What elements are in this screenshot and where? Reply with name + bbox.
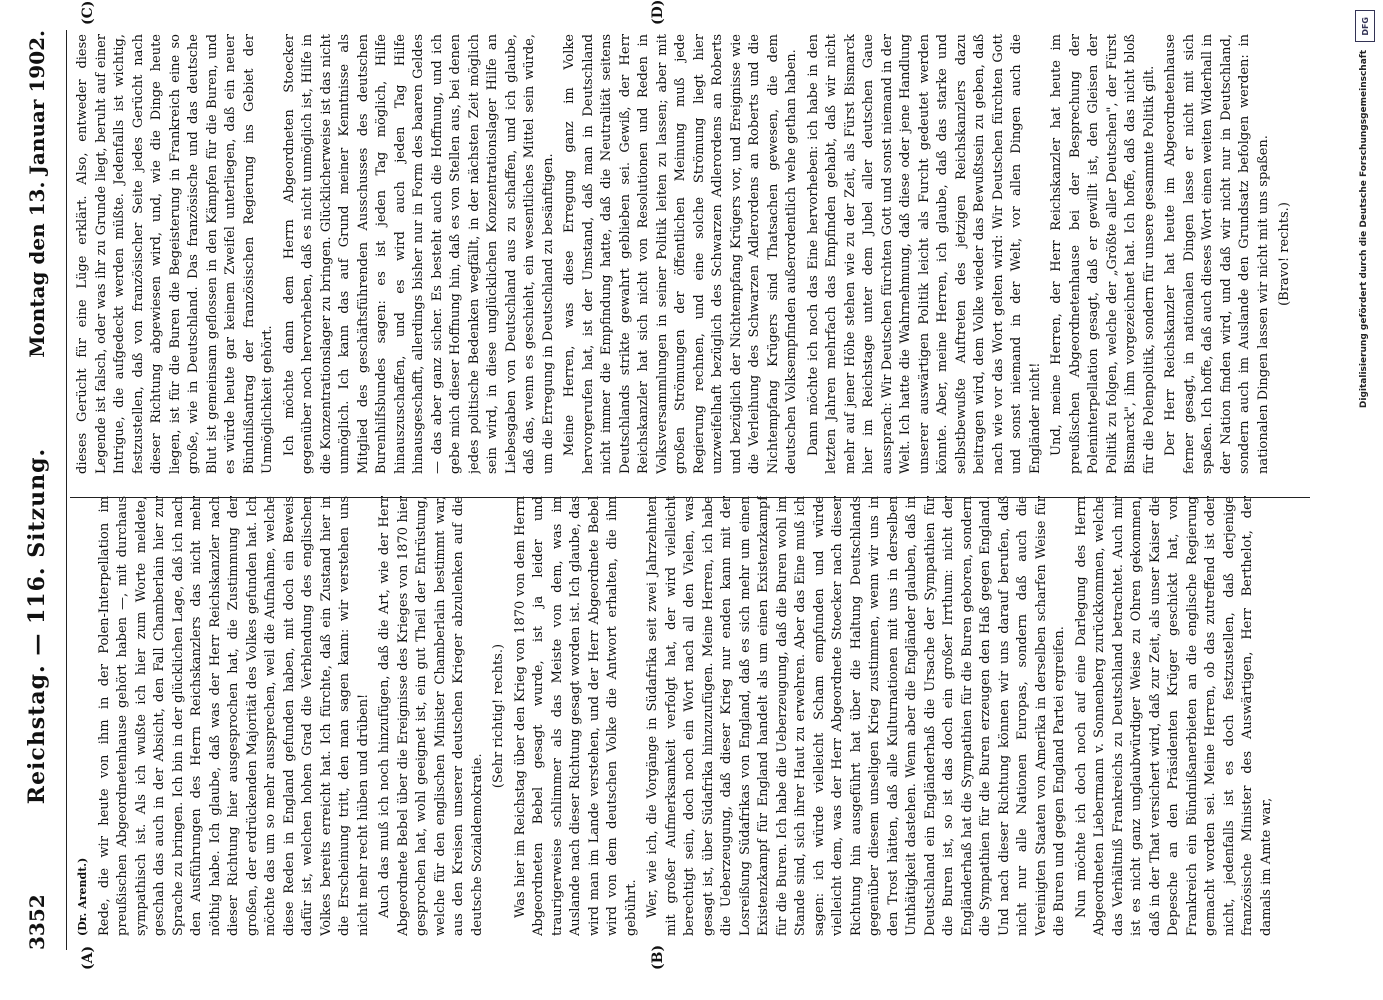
left-column [74, 496, 1304, 936]
running-title: Reichstag. — 116. Sitzung. [24, 447, 50, 805]
paragraph: Dann möchte ich noch das Eine hervorheben: ich habe in den letzten Jahren mehrfach das Empfinden gehabt, daß wir nicht mehr auf jener Höhe stehen wie zu der Zeit, als Fürst Bismarck hier im Reichstage unter dem Jubel aller deutschen Gaue aussprach: Wir Deutschen fürchten Gott und sonst niemand in der Welt. Ich hatte die Wahrnehmung, daß diese oder jene Handlung unserer auswärtigen Politik leicht als Furcht gedeutet werden könnte. Aber, meine Herren, ich glaube, daß das starke und selbstbewußte Auftreten des jetzigen Reichskanzlers dazu beitragen wird, dem Volke wieder das Bewußtsein zu geben, daß nach wie vor das Wort gelten wird: Wir Deutschen fürchten Gott und sonst niemand in der Welt, vor allen Dingen auch die Engländer nicht! [805, 34, 1043, 474]
paragraph: Was hier im Reichstag über den Krieg von 1870 von dem Herrn Abgeordneten Bebel gesagt wurde, ist ja leider und traurigerweise schlimmer als das Meiste von dem, was im Auslande nach dieser Richtung gesagt worden ist. Ich glaube, das wird man im Lande verstehen, und der Herr Abgeordnete Bebel wird von dem deutschen Volke die Antwort erhalten, die ihm gebührt. [512, 496, 639, 936]
paragraph: Rede, die wir heute von ihm in der Polen-Interpellation im preußischen Abgeordnetenhause gehört haben —, mit durchaus sympathisch ist. Als ich wußte ich hier zum Worte meldete, geschah das auch in der Absicht, den Fall Chamberlain hier zur Sprache zu bringen. Ich bin in der glücklichen Lage, daß ich nach den Ausführungen des Herrn Reichskanzlers das nicht mehr nöthig habe. Ich glaube, daß was der Herr Reichskanzler nach dieser Richtung hier ausgesprochen hat, die Zustimmung der großen, der erdrückenden Majorität des Volkes gefunden hat. Ich möchte das um so mehr aussprechen, weil die Aufnahme, welche diese Reden in England gefunden haben, mit doch ein Beweis dafür ist, welchen hohen Grad die Verblendung des englischen Volkes bereits erreicht hat. Ich fürchte, daß ein Zustand hier in die Erscheinung tritt, den man sagen kann: wir verstehen uns nicht mehr recht hüben und drüben! [96, 496, 371, 936]
digitization-note [1351, 10, 1379, 990]
page-number: 3352 [25, 894, 49, 950]
page-header [12, 30, 62, 950]
dfg-logo: DFG [1355, 10, 1375, 42]
right-column [74, 34, 1304, 474]
session-date: Montag den 13. Januar 1902. [25, 30, 49, 358]
margin-letter-d: (D) [650, 0, 666, 25]
margin-letter-a: (A) [80, 945, 96, 970]
paragraph: Nun möchte ich doch noch auf eine Darlegung des Herrn Abgeordneten Liebermann v. Sonnenberg zurückkommen, welche das Verhältniß Frankreichs zu Deutschland betrachtet. Auch mir ist es nicht ganz unglaubwürdiger Weise zu Ohren gekommen, daß in der That versichert wird, daß zur Zeit, als unser Kaiser die Depesche an den Präsidenten Krüger geschickt hat, von Frankreich ein Bündnißanerbieten an die englische Regierung gemacht worden sei. Meine Herren, ob das zutreffend ist oder nicht, jedenfalls ist es doch festzustellen, daß derjenige französische Minister des Auswärtigen, Herr Berthelot, der damals im Amte war, [1073, 496, 1274, 936]
funding-credit: Digitalisierung gefördert durch die Deutsche Forschungsgemeinschaft [1359, 50, 1369, 409]
margin-letter-c: (C) [80, 0, 96, 25]
paragraph: Ich möchte dann dem Herrn Abgeordneten Stoecker gegenüber noch hervorheben, daß es nicht unmöglich ist, Hilfe in die Konzentrationslager zu bringen. Glücklicherweise ist das nicht unmöglich. Ich kann das auf Grund meiner Kenntnisse als Mitglied des geschäftsführenden Ausschusses des deutschen Burenhilfsbundes sagen: es ist jeden Tag möglich, Hilfe hinauszuschaffen, und es wird auch jeden Tag Hilfe hinausgeschafft, allerdings bisher nur in Form des baaren Geldes — das aber ganz sicher. Es besteht auch die Hoffnung, und ich gebe mich dieser Hoffnung hin, daß es von Stellen aus, bei denen jedes politische Bedenken wegfällt, in der nächsten Zeit möglich sein wird, in diese unglücklichen Konzentrationslager Hilfe an Liebesgaben von Deutschland aus zu schaffen, und ich glaube, daß das, wenn es geschieht, ein wesentliches Mittel sein würde, um die Erregung in Deutschland zu besänftigen. [281, 34, 556, 474]
paragraph: Und, meine Herren, der Herr Reichskanzler hat heute im preußischen Abgeordnetenhause bei der Besprechung der Poleninterpellation gesagt, daß er gewillt ist, den Gleisen der Politik zu folgen, welche der „Größte aller Deutschen", der Fürst Bismarck", ihm vorgezeichnet hat. Ich hoffe, daß das nicht bloß für die Polenpolitik, sondern für unsere gesammte Politik gilt. [1049, 34, 1157, 474]
margin-letter-b: (B) [650, 944, 666, 970]
column-divider [70, 497, 1310, 498]
speaker-label: (Dr. Arendt.) [76, 857, 89, 936]
paragraph: Auch das muß ich noch hinzufügen, daß die Art, wie der Herr Abgeordnete Bebel über die Ereignisse des Krieges von 1870 hier gesprochen hat, wohl geeignet ist, ein gut Theil der Entrüstung, welche für den englischen Minister Chamberlain bestimmt war, aus den Kreisen unserer deutschen Krieger abzulenken auf die deutsche Sozialdemokratie. [377, 496, 485, 936]
paragraph: Meine Herren, was diese Erregung ganz im Volke hervorgerufen hat, ist der Umstand, daß man in Deutschland nicht immer die Empfindung hatte, daß die Neutralität seitens Deutschlands strikte gewahrt geblieben sei. Gewiß, der Herr Reichskanzler hat sich nicht von Resolutionen und Reden in Volksversammlungen in seiner Politik leiten zu lassen; aber mit großen Strömungen der öffentlichen Meinung muß jede Regierung rechnen, und eine solche Strömung liegt hier unzweifelhaft bezüglich des Schwarzen Adlerordens an Roberts und bezüglich der Nichtempfang Krügers vor, und Ereignisse wie die Verleihung des Schwarzen Adlerordens an Roberts und die Nichtempfang Krügers sind Thatsachen gewesen, die dem deutschen Volksempfinden außerordentlich wehe gethan haben. [562, 34, 799, 474]
interjection: (Sehr richtig! rechts.) [491, 643, 506, 789]
paragraph: Wer, wie ich, die Vorgänge in Südafrika seit zwei Jahrzehnten mit großer Aufmerksamkeit verfolgt hat, der wird vielleicht berechtigt sein, doch noch ein Wort nach all den Vielen, was gesagt ist, über Südafrika hinzuzufügen. Meine Herren, ich habe die Ueberzeugung, daß dieser Krieg nur enden kann mit der Losreißung Südafrikas von England, daß es sich mehr um einen Existenzkampf für England handelt als um einen Existenzkampf für die Buren. Ich habe die Ueberzeugung, daß die Buren wohl im Stande sind, sich ihrer Haut zu erwehren. Aber das Eine muß ich sagen: ich würde vielleicht Scham empfunden und würde vielleicht dem, was der Herr Abgeordnete Stoecker nach dieser Richtung hin ausgeführt hat über die Haltung Deutschlands gegenüber diesem unseligen Krieg zustimmen, wenn wir uns in den Trost hätten, daß alle Kulturnationen mit uns in derselben Unthätigkeit dastehen. Wenn aber die Engländer glauben, daß in Deutschland ein Engländerhaß die Ursache der Sympathien für die Buren ist, so ist das doch ein großer Irrthum: nicht der Engländerhaß hat die Sympathien für die Buren geboren, sondern die Sympathien für die Buren erzeugen den Haß gegen England. Und nach dieser Richtung können wir uns darauf berufen, daß nicht nur alle Nationen Europas, sondern daß auch die Vereinigten Staaten von Amerika in derselben scharfen Weise für die Buren und gegen England Partei ergreifen. [645, 496, 1067, 936]
paragraph: dieses Gerücht für eine Lüge erklärt. Also, entweder diese Legende ist falsch, oder was ihr zu Grunde liegt, beruht auf einer Intrigue, die aufgedeckt werden müßte. Jedenfalls ist wichtig, festzustellen, daß von französischer Seite jedes Gerücht nach dieser Richtung abgewiesen wird, und, wie die Dinge heute liegen, ist für die Buren die Begeisterung in Frankreich eine so große, wie in Deutschland. Das französische und das deutsche Blut ist gemeinsam geflossen in den Kämpfen für die Buren, und es würde heute gar keinem Zweifel unterliegen, daß ein neuer Bündnißantrag der französischen Regierung ins Gebiet der Unmöglichkeit gehört. [75, 34, 275, 474]
interjection: (Bravo! rechts.) [1277, 202, 1292, 306]
header-rule [66, 30, 67, 950]
paragraph: Der Herr Reichskanzler hat heute im Abgeordnetenhause ferner gesagt, in nationalen Dingen lasse er nicht mit sich spaßen. Ich hoffe, daß auch dieses Wort einen weiten Widerhall in der Nation finden wird, und daß wir nicht nur in Deutschland, sondern auch im Auslande den Grundsatz befolgen werden: in nationalen Dingen lassen wir nicht mit uns spaßen. [1163, 34, 1271, 474]
